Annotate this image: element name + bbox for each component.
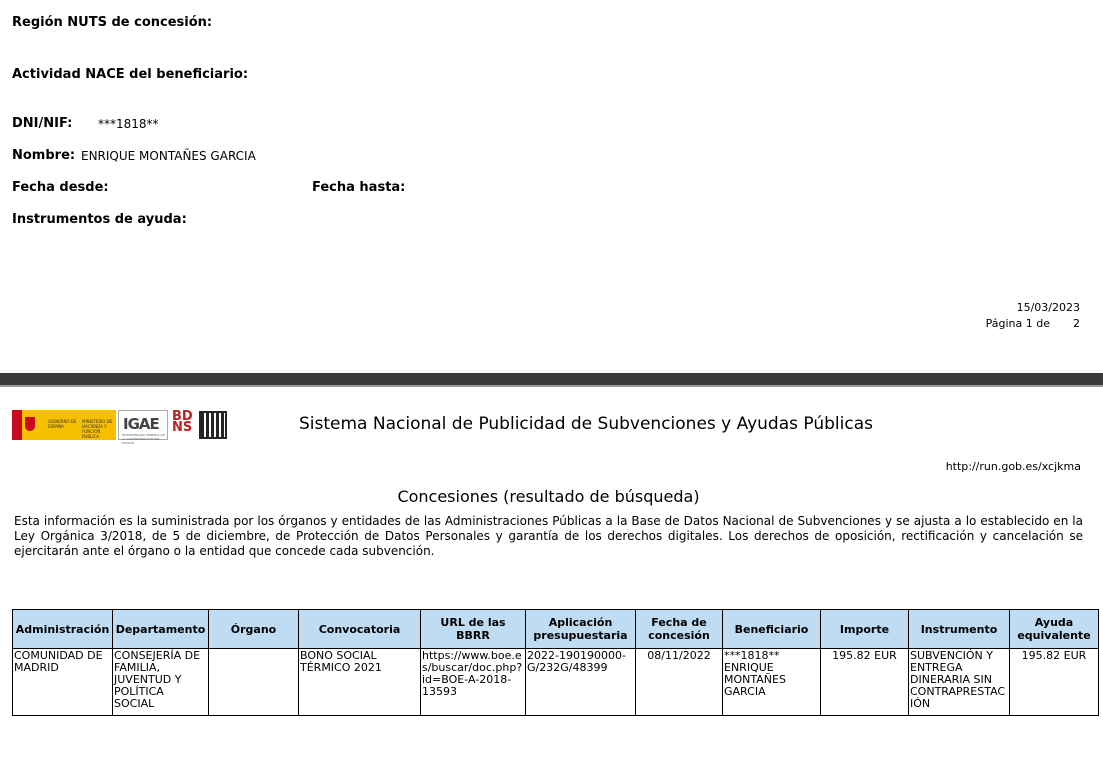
bdns-text-2: NS [172, 420, 193, 435]
col-ayuda: Ayuda equivalente [1010, 610, 1099, 649]
cell-ayuda: 195.82 EUR [1010, 649, 1099, 716]
table-row [13, 649, 1099, 716]
col-instrumento: Instrumento [909, 610, 1010, 649]
cell-instrumento: SUBVENCIÓN Y ENTREGA DINERARIA SIN CONTRAPRESTACIÓN [909, 649, 1010, 716]
system-title: Sistema Nacional de Publicidad de Subvenciones y Ayudas Públicas [299, 414, 873, 434]
cell-organo [209, 649, 299, 716]
section-title: Concesiones (resultado de búsqueda) [397, 487, 700, 506]
name-value: ENRIQUE MONTAÑES GARCIA [81, 149, 256, 163]
page-label: Página 1 de [985, 317, 1050, 330]
dni-value: ***1818** [98, 117, 159, 131]
col-administracion: Administración [13, 610, 113, 649]
col-aplicacion: Aplicación presupuestaria [526, 610, 636, 649]
short-url[interactable]: http://run.gob.es/xcjkma [945, 460, 1081, 473]
flag-icon [12, 410, 22, 440]
cell-importe: 195.82 EUR [821, 649, 909, 716]
col-organo: Órgano [209, 610, 299, 649]
page-separator-shadow [0, 385, 1103, 387]
page-total: 2 [1073, 317, 1080, 330]
date-from-label: Fecha desde: [12, 180, 109, 195]
col-importe: Importe [821, 610, 909, 649]
igae-subtext: INTERVENCIÓN GENERAL DE LA ADMINISTRACIÓN DEL ESTADO [122, 433, 165, 445]
table-header-row [13, 610, 1099, 649]
instruments-label: Instrumentos de ayuda: [12, 212, 187, 227]
cell-administracion: COMUNIDAD DE MADRID [13, 649, 113, 716]
cell-beneficiario: ***1818** ENRIQUE MONTAÑES GARCIA [723, 649, 821, 716]
gobierno-logo [12, 410, 116, 440]
col-convocatoria: Convocatoria [299, 610, 421, 649]
results-table [12, 609, 1099, 716]
date-to-label: Fecha hasta: [312, 180, 406, 195]
igae-text: IGAE [123, 415, 159, 433]
page-separator [0, 373, 1103, 385]
cell-departamento: CONSEJERÍA DE FAMILIA, JUVENTUD Y POLÍTICA SOCIAL [113, 649, 209, 716]
coat-of-arms-icon [25, 417, 35, 431]
page-indicator [986, 317, 1080, 330]
disclaimer-text: Esta información es la suministrada por los órganos y entidades de las Administraciones Públicas a la Base de Datos Nacional de Subvenciones y se ajusta a lo establecido en la Ley Orgánica 3/2018, de 5 de diciembre, de Protección de Datos Personales y garantía de los derechos digitales. Los derechos de oposición, rectificación y cancelación se ejercitarán ante el órgano o la entidad que concede cada subvención. [14, 514, 1083, 558]
activity-nace-label: Actividad NACE del beneficiario: [12, 67, 249, 82]
igae-logo [118, 410, 168, 445]
bdns-logo [172, 411, 193, 433]
qr-code-icon [199, 411, 227, 439]
cell-aplicacion: 2022-190190000-G/232G/48399 [526, 649, 636, 716]
ministerio-text: MINISTERIO DE HACIENDA Y FUNCIÓN PÚBLICA [82, 419, 113, 439]
col-url-bbrr: URL de las BBRR [421, 610, 526, 649]
bdns-text-1: BD [172, 409, 193, 424]
cell-convocatoria: BONO SOCIAL TÉRMICO 2021 [299, 649, 421, 716]
cell-fecha: 08/11/2022 [636, 649, 723, 716]
print-date: 15/03/2023 [1016, 301, 1080, 314]
dni-label: DNI/NIF: [12, 116, 73, 131]
col-beneficiario: Beneficiario [723, 610, 821, 649]
col-departamento: Departamento [113, 610, 209, 649]
region-nuts-label: Región NUTS de concesión: [12, 15, 213, 30]
gobierno-text: GOBIERNO DE ESPAÑA [48, 419, 77, 429]
cell-url-bbrr[interactable]: https://www.boe.es/buscar/doc.php?id=BOE-A-2018-13593 [421, 649, 526, 716]
col-fecha: Fecha de concesión [636, 610, 723, 649]
name-label: Nombre: [12, 148, 76, 163]
